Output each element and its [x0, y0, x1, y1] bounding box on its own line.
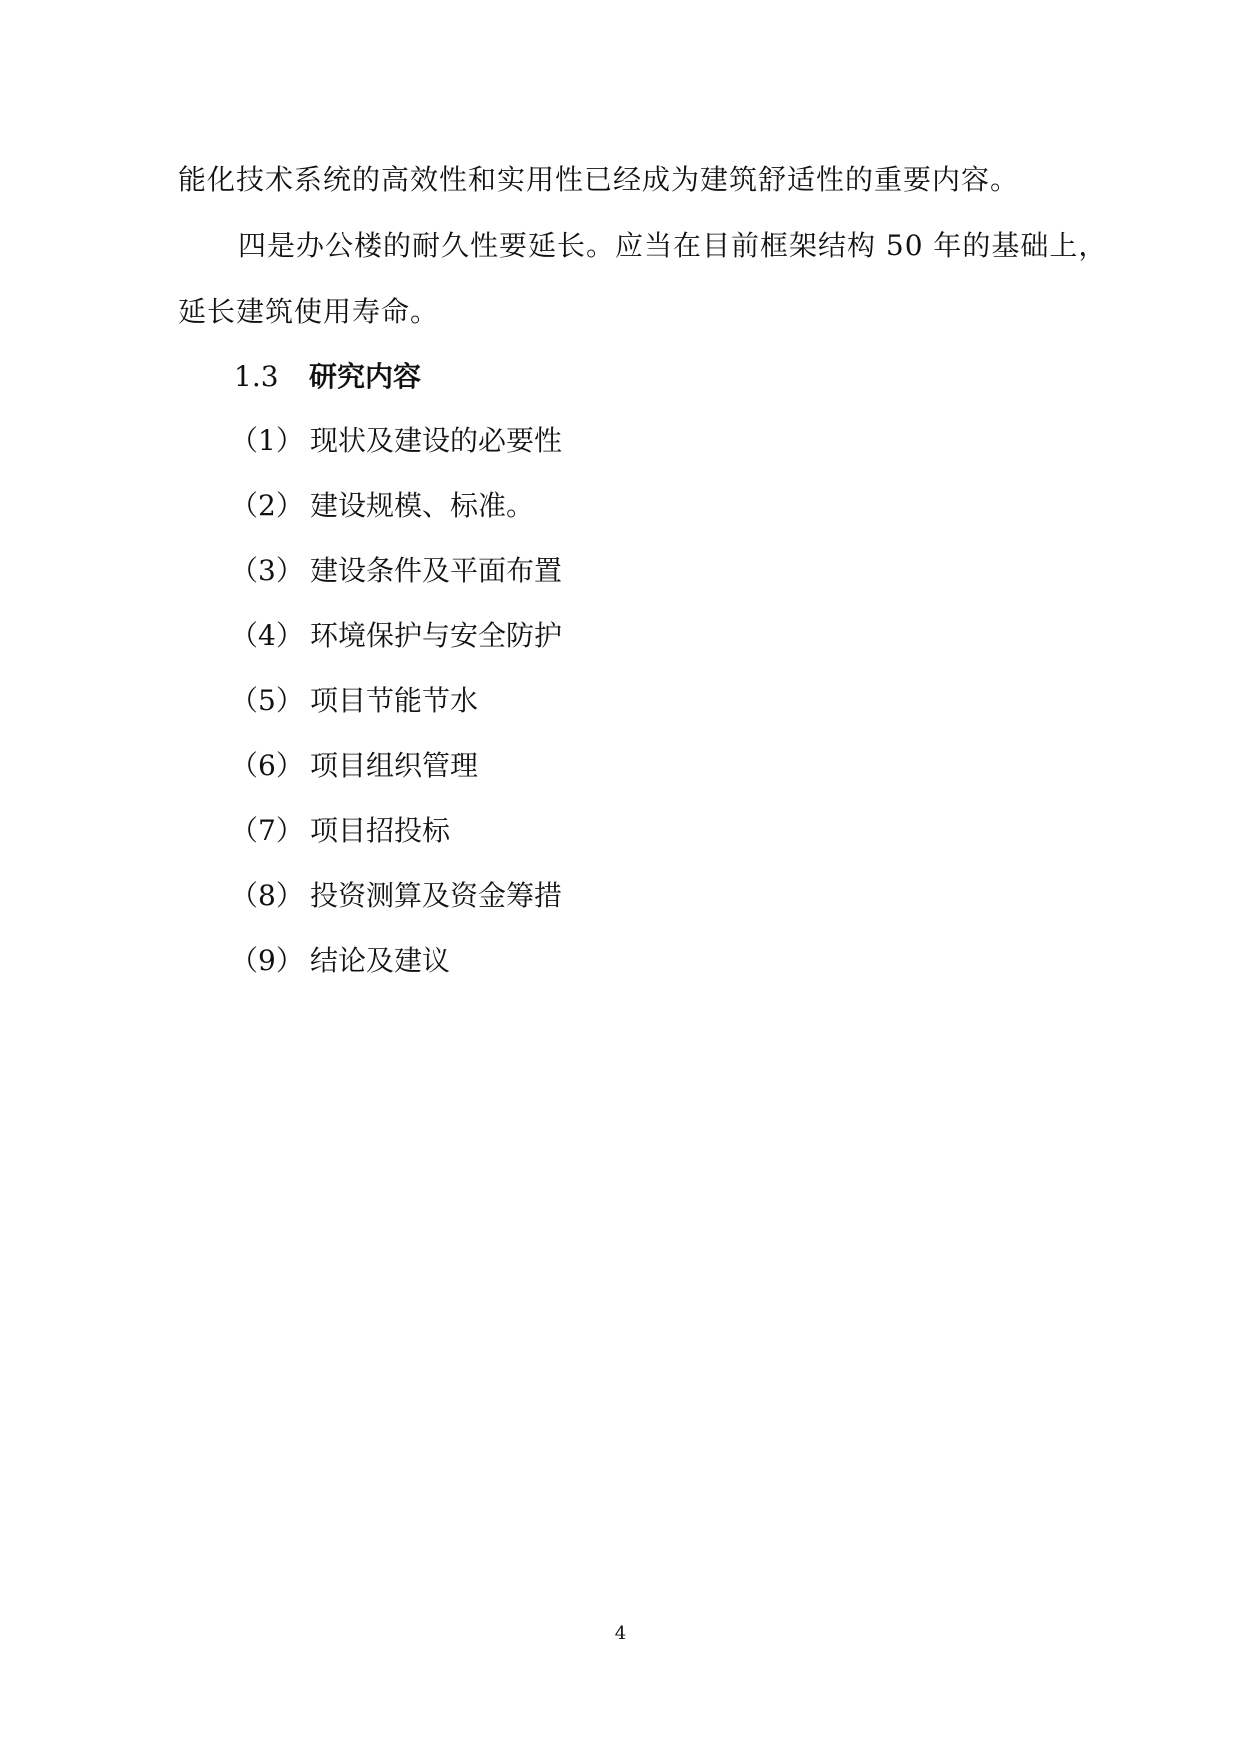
section-heading	[234, 359, 421, 395]
list-item-text: 建设规模、标准。	[310, 489, 535, 522]
list-item-index: （9）	[230, 944, 304, 977]
list-item-text: 项目招投标	[310, 814, 451, 847]
list-item-index: （8）	[230, 879, 304, 912]
list-item-text: 项目组织管理	[310, 749, 479, 782]
list-item-index: （5）	[230, 684, 304, 717]
paragraph-durability: 四是办公楼的耐久性要延长。应当在目前框架结构 50 年的基础上，	[238, 229, 1108, 262]
list-item-index: （1）	[230, 424, 304, 457]
paragraph-durability-continuation: 延长建筑使用寿命。	[178, 295, 440, 328]
list-item-index: （7）	[230, 814, 304, 847]
page-number: 4	[614, 1623, 627, 1644]
list-item-text: 投资测算及资金筹措	[310, 879, 563, 912]
section-title: 研究内容	[309, 360, 422, 393]
list-item-index: （4）	[230, 619, 304, 652]
list-item	[230, 553, 650, 589]
list-item	[230, 943, 650, 979]
list-item-index: （6）	[230, 749, 304, 782]
list-item	[230, 813, 650, 849]
section-number: 1.3	[234, 360, 279, 393]
list-item	[230, 618, 650, 654]
list-item	[230, 423, 650, 459]
paragraph-continuation: 能化技术系统的高效性和实用性已经成为建筑舒适性的重要内容。	[178, 163, 1020, 196]
list-item	[230, 488, 650, 524]
list-item-text: 环境保护与安全防护	[310, 619, 563, 652]
list-item-text: 结论及建议	[310, 944, 451, 977]
list-item-text: 现状及建设的必要性	[310, 424, 563, 457]
list-item-index: （3）	[230, 554, 304, 587]
list-item	[230, 748, 650, 784]
list-item	[230, 683, 650, 719]
list-item-text: 项目节能节水	[310, 684, 479, 717]
list-item-index: （2）	[230, 489, 304, 522]
list-item	[230, 878, 650, 914]
list-item-text: 建设条件及平面布置	[310, 554, 563, 587]
